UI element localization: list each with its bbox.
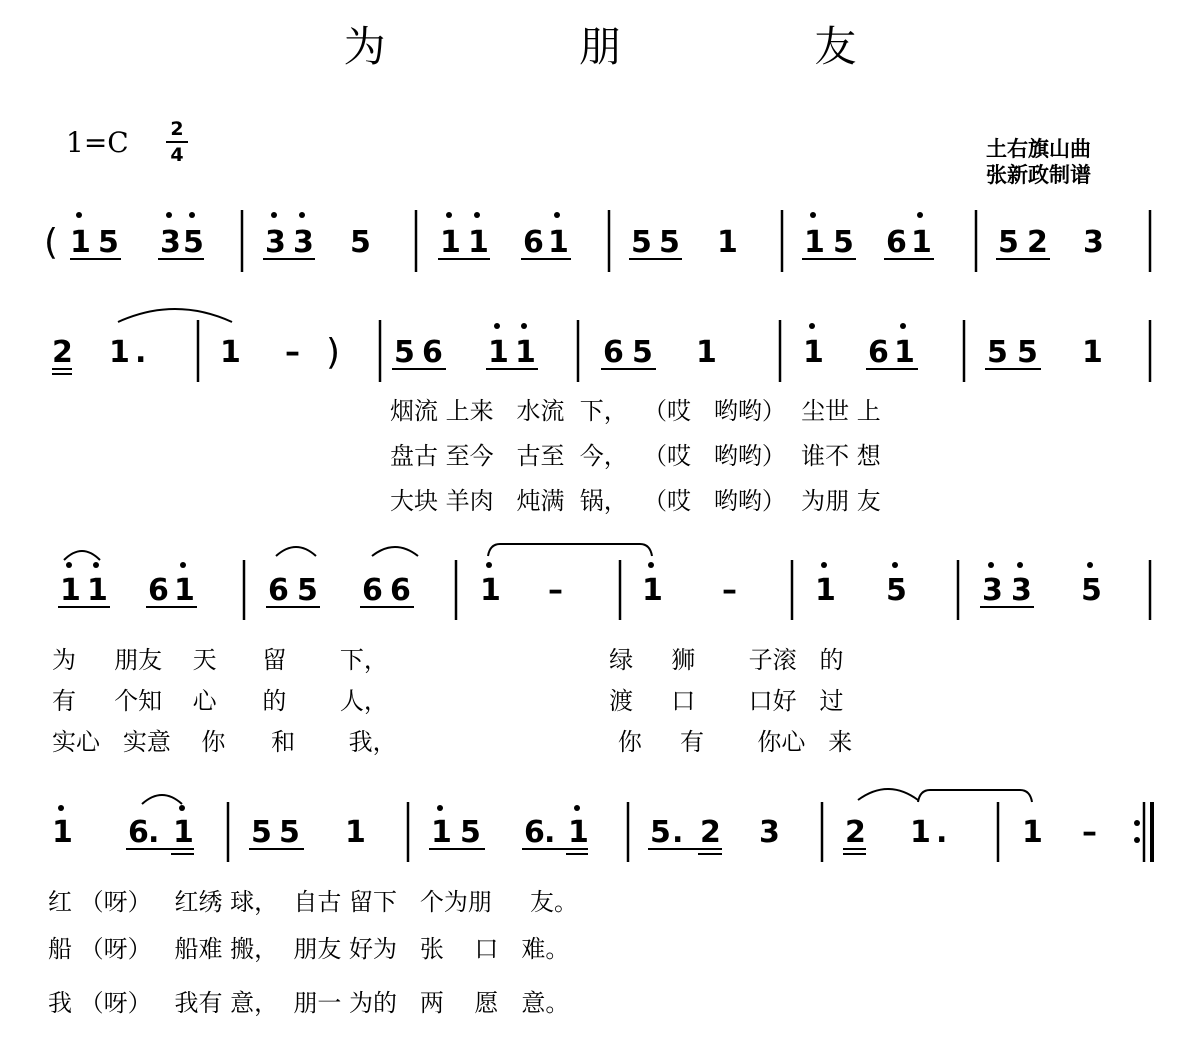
svg-text:6: 6 [524,815,545,850]
svg-text:–: – [722,573,737,608]
svg-text:5: 5 [394,335,415,370]
lyric-line: 盘古 至今 古至 今， （哎 哟哟） 谁不 想 [390,442,881,470]
svg-text:3: 3 [982,573,1003,608]
svg-text:1: 1 [803,335,824,370]
svg-text:1: 1 [815,573,836,608]
svg-text:1: 1 [174,573,195,608]
svg-text:5: 5 [998,225,1019,260]
score-row-2 [52,309,1150,382]
svg-text:6: 6 [523,225,544,260]
key-signature: 1=C [66,126,129,159]
svg-text:2: 2 [52,335,73,370]
svg-text:1: 1 [52,815,73,850]
svg-text:1: 1 [548,225,569,260]
svg-text:5: 5 [632,335,653,370]
svg-text:1: 1 [173,815,194,850]
svg-text:2: 2 [1027,225,1048,260]
svg-text:1: 1 [568,815,589,850]
svg-text:3: 3 [293,225,314,260]
svg-text:5: 5 [251,815,272,850]
svg-text:5: 5 [279,815,300,850]
svg-text:1: 1 [642,573,663,608]
lyric-line: 实心 实意 你 和 我， 你 有 你心 来 [52,728,853,756]
svg-text:1: 1 [345,815,366,850]
svg-text:6: 6 [390,573,411,608]
svg-text:.: . [544,815,556,850]
svg-text:5: 5 [659,225,680,260]
svg-text:1: 1 [910,815,931,850]
svg-text:6: 6 [886,225,907,260]
time-signature-bottom: 4 [170,144,184,166]
svg-text:–: – [1082,815,1097,850]
svg-text:): ) [326,332,341,373]
svg-text:1: 1 [220,335,241,370]
svg-text:5: 5 [650,815,671,850]
svg-text:3: 3 [1011,573,1032,608]
lyric-line: 船 （呀） 船难 搬， 朋友 好为 张 口 难。 [48,935,570,963]
svg-text:6: 6 [268,573,289,608]
svg-text:1: 1 [109,335,130,370]
svg-text:2: 2 [700,815,721,850]
lyric-line: 烟流 上来 水流 下， （哎 哟哟） 尘世 上 [390,397,881,425]
svg-text:5: 5 [460,815,481,850]
svg-text:.: . [936,815,948,850]
svg-text:1: 1 [431,815,452,850]
svg-text:1: 1 [468,225,489,260]
svg-text:.: . [148,815,160,850]
svg-text:1: 1 [911,225,932,260]
svg-text:5: 5 [886,573,907,608]
svg-text:6: 6 [422,335,443,370]
svg-text:1: 1 [480,573,501,608]
svg-text:1: 1 [488,335,509,370]
svg-text:1: 1 [440,225,461,260]
svg-text:.: . [135,335,147,370]
svg-text:5: 5 [833,225,854,260]
svg-text:1: 1 [70,225,91,260]
credit-arranger: 张新政制谱 [986,163,1091,187]
score-row-4 [52,789,1152,862]
svg-text:1: 1 [1082,335,1103,370]
svg-text:5: 5 [1081,573,1102,608]
svg-text:1: 1 [894,335,915,370]
svg-text:6: 6 [128,815,149,850]
svg-text:5: 5 [1017,335,1038,370]
svg-text:1: 1 [1022,815,1043,850]
svg-text:5: 5 [350,225,371,260]
svg-text:3: 3 [759,815,780,850]
svg-text:.: . [672,815,684,850]
svg-text:–: – [285,335,300,370]
svg-text:6: 6 [603,335,624,370]
svg-text:6: 6 [362,573,383,608]
svg-text:2: 2 [845,815,866,850]
svg-text:5: 5 [98,225,119,260]
svg-text:–: – [548,573,563,608]
svg-text:3: 3 [265,225,286,260]
svg-text:1: 1 [60,573,81,608]
song-title: 为 朋 友 [343,22,947,71]
svg-text:1: 1 [696,335,717,370]
svg-text:(: ( [44,222,59,263]
lyric-line: 红 （呀） 红绣 球， 自古 留下 个为朋 友。 [48,888,579,916]
lyric-line: 有 个知 心 的 人， 渡 口 口好 过 [52,687,844,715]
svg-text:6: 6 [148,573,169,608]
score-row-1 [44,210,1150,272]
svg-text:3: 3 [1083,225,1104,260]
svg-text:6: 6 [868,335,889,370]
svg-text:5: 5 [183,225,204,260]
lyric-line: 为 朋友 天 留 下， 绿 狮 子滚 的 [52,646,844,674]
svg-text:5: 5 [297,573,318,608]
svg-text:5: 5 [987,335,1008,370]
svg-text:1: 1 [717,225,738,260]
lyric-line: 我 （呀） 我有 意， 朋一 为的 两 愿 意。 [48,989,570,1017]
time-signature-top: 2 [170,118,184,140]
lyric-line: 大块 羊肉 炖满 锅， （哎 哟哟） 为朋 友 [390,487,881,515]
score-row-3 [58,544,1150,620]
svg-text:3: 3 [160,225,181,260]
svg-text:1: 1 [87,573,108,608]
svg-text:1: 1 [804,225,825,260]
credit-origin: 土右旗山曲 [986,137,1091,161]
svg-text:5: 5 [631,225,652,260]
svg-text:1: 1 [515,335,536,370]
